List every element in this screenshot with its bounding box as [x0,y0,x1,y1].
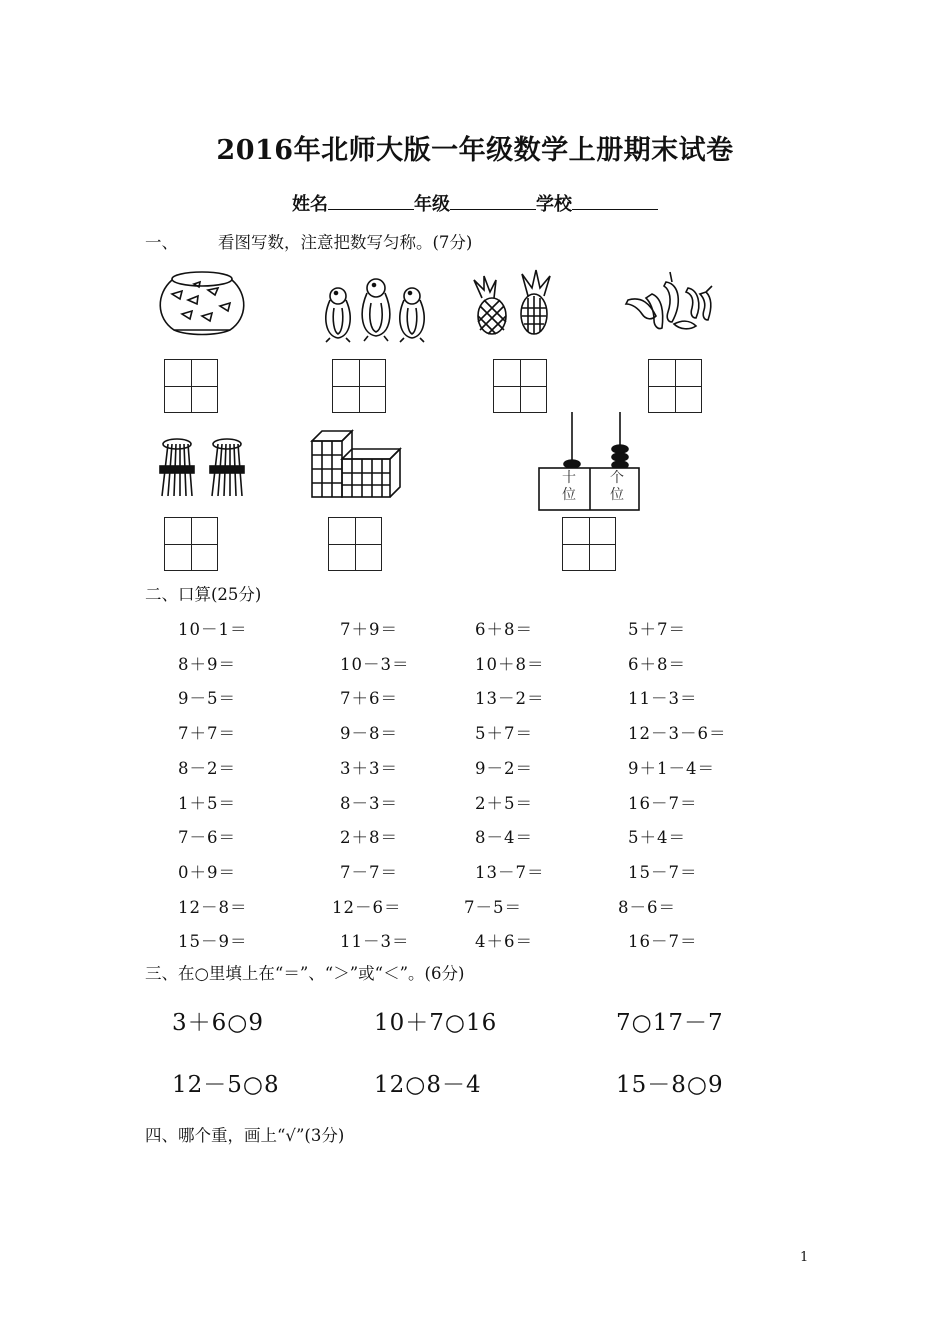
answer-box-pineapples[interactable] [493,359,547,413]
math-problem[interactable]: 9－8＝ [340,724,398,743]
math-problem[interactable]: 13－7＝ [475,863,545,882]
pineapples-picture [462,268,557,336]
answer-box-fishbowl[interactable] [164,359,218,413]
math-problem[interactable]: 8－2＝ [178,759,236,778]
name-blank[interactable] [328,193,414,210]
compare-item[interactable]: 15－8○9 [616,1072,724,1098]
compare-item[interactable]: 7○17－7 [616,1010,724,1036]
page-number: 1 [800,1250,809,1265]
fishbowl-picture [158,270,248,340]
abacus-picture [538,408,640,512]
math-problem[interactable]: 12－3－6＝ [628,724,727,743]
math-problem[interactable]: 5＋7＝ [628,620,686,639]
math-problem[interactable]: 16－7＝ [628,932,698,951]
cubes-picture [308,427,408,499]
math-problem[interactable]: 11－3＝ [628,689,698,708]
math-problem[interactable]: 8－4＝ [475,828,533,847]
answer-box-abacus[interactable] [562,517,616,571]
compare-item[interactable]: 12○8－4 [374,1072,482,1098]
student-info-line [0,190,950,216]
math-problem[interactable]: 10－3＝ [340,655,410,674]
abacus-ones-label: 个 位 [610,470,624,503]
math-problem[interactable]: 0＋9＝ [178,863,236,882]
math-problem[interactable]: 1＋5＝ [178,794,236,813]
math-problem[interactable]: 10－1＝ [178,620,248,639]
math-problem[interactable]: 7－5＝ [464,898,522,917]
math-problem[interactable]: 13－2＝ [475,689,545,708]
math-problem[interactable]: 9－2＝ [475,759,533,778]
math-problem[interactable]: 6＋8＝ [628,655,686,674]
section3-heading: 三、在○里填上在“＝”、“＞”或“＜”。(6分) [145,964,465,983]
page-title: 2016年北师大版一年级数学上册期末试卷 [216,135,734,166]
math-problem[interactable]: 3＋3＝ [340,759,398,778]
math-problem[interactable]: 16－7＝ [628,794,698,813]
math-problem[interactable]: 7－6＝ [178,828,236,847]
abacus-tens-label: 十 位 [562,470,576,503]
compare-item[interactable]: 3＋6○9 [172,1010,264,1036]
school-blank[interactable] [572,193,658,210]
section4-heading: 四、哪个重，画上“√”(3分) [145,1126,345,1145]
math-problem[interactable]: 2＋8＝ [340,828,398,847]
math-problem[interactable]: 7＋7＝ [178,724,236,743]
name-label: 姓名 [292,194,328,215]
math-problem[interactable]: 8－3＝ [340,794,398,813]
school-label: 学校 [536,194,572,215]
math-problem[interactable]: 6＋8＝ [475,620,533,639]
math-problem[interactable]: 5＋4＝ [628,828,686,847]
math-problem[interactable]: 12－8＝ [178,898,248,917]
math-problem[interactable]: 8＋9＝ [178,655,236,674]
section1-heading [145,229,472,253]
math-problem[interactable]: 8－6＝ [618,898,676,917]
compare-item[interactable]: 10＋7○16 [374,1010,498,1036]
math-problem[interactable]: 7－7＝ [340,863,398,882]
math-problem[interactable]: 12－6＝ [332,898,402,917]
math-problem[interactable]: 7＋9＝ [340,620,398,639]
answer-box-peppers[interactable] [648,359,702,413]
section2-heading: 二、口算(25分) [145,585,262,604]
math-problem[interactable]: 7＋6＝ [340,689,398,708]
penguins-picture [318,278,428,344]
stick-bundles-picture [156,436,256,500]
math-problem[interactable]: 2＋5＝ [475,794,533,813]
math-problem[interactable]: 4＋6＝ [475,932,533,951]
math-problem[interactable]: 9＋1－4＝ [628,759,715,778]
grade-label: 年级 [414,194,450,215]
math-problem[interactable]: 11－3＝ [340,932,410,951]
math-problem[interactable]: 15－7＝ [628,863,698,882]
math-problem[interactable]: 10＋8＝ [475,655,545,674]
answer-box-penguins[interactable] [332,359,386,413]
math-problem[interactable]: 9－5＝ [178,689,236,708]
section1-text: 看图写数，注意把数写匀称。(7分) [218,233,473,252]
section1-number: 一、 [145,233,178,252]
math-problem[interactable]: 5＋7＝ [475,724,533,743]
peppers-picture [622,264,717,336]
math-problem[interactable]: 15－9＝ [178,932,248,951]
answer-box-stick-bundles[interactable] [164,517,218,571]
answer-box-cubes[interactable] [328,517,382,571]
compare-item[interactable]: 12－5○8 [172,1072,280,1098]
grade-blank[interactable] [450,193,536,210]
